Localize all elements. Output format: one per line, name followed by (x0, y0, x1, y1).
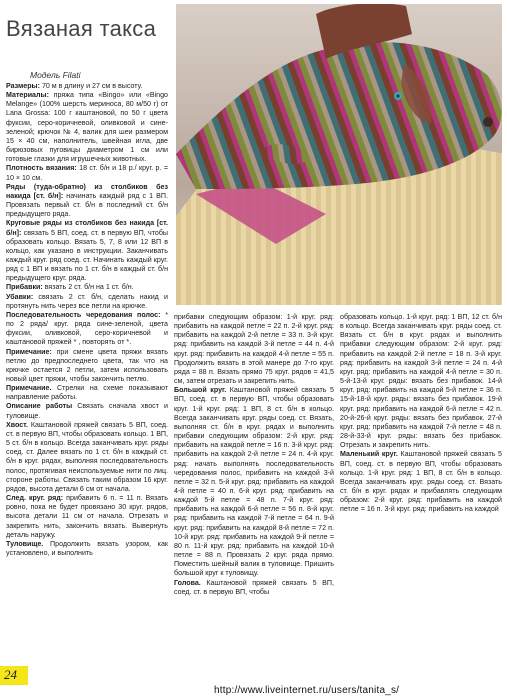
paragraph (174, 579, 334, 597)
paragraph-text: прибавки следующим образом: 1-й круг. ряд: прибавить на каждой петле = 22 п. 2-й круг. ряд: прибавить на каждой 2-й петле = 33 п. 3-й круг. ряд: прибавить на каждой 3-й петле = 44 п. 4-й круг. ряд: прибавить на каждой 4-й петле = 55 п. Продолжить вязать в этой манере до 7-го круг. ряда = 88 п. Вязать прямо 75 круг. рядов = 41,5 см, затем отрезать и закрепить нить. (174, 313, 334, 386)
paragraph-text: Продолжить вязать узором, как установлено, и выполнить (6, 539, 168, 557)
paragraph-text: Стрелки на схеме показывают направление работы. (6, 384, 168, 402)
paragraph-text: связать 2 ст. б/н, сделать накид и протянуть нить через все петли на крючке. (6, 292, 168, 310)
paragraph-heading: Последовательность чередования полос: (6, 310, 161, 319)
paragraph (6, 82, 168, 91)
paragraph-text: 70 м в длину и 27 см в высоту. (39, 82, 143, 90)
page-number: 24 (4, 667, 17, 682)
paragraph (6, 421, 168, 494)
paragraph (6, 293, 168, 311)
paragraph-heading: Примечание: (6, 347, 52, 356)
text-column-1 (6, 82, 168, 558)
model-credit: Модель Filati (30, 70, 81, 80)
page-number-badge (0, 666, 28, 685)
paragraph-text: связать 5 ВП, соед. ст. в первую ВП, чтобы образовать кольцо. Вязать 5, 7, 8 или 12 ВП в кольцо, как указано в инструкции. Заканчивать каждый круг. ряд соед. ст. Начинать каждый круг. ряд с 1 ВП и вязать по 1 ст. б/н в каждый ст. б/н предыдущего круг. ряда. (6, 228, 168, 283)
product-photo (176, 4, 502, 305)
paragraph (174, 313, 334, 386)
paragraph-heading: Маленький круг. (340, 450, 398, 459)
paragraph (6, 283, 168, 292)
paragraph-heading: Описание работы (6, 402, 73, 411)
paragraph-text: Связать сначала хвост и туловище. (6, 402, 168, 420)
paragraph-text: образовать кольцо. 1-й круг. ряд: 1 ВП, 12 ст. б/н в кольцо. Всегда заканчивать круг. ряды соед. ст. Вязать ст. б/н в круг. рядах и выполнить прибавки следующим образом: 2-й круг. ряд: прибавить на каждой 2-й петле = 18 п. 3-й круг. ряд: прибавить на каждой 3-й петле = 24 п. 4-й круг. ряд: прибавить на каждой 4-й петле = 30 п. 5-й-13-й круг. ряды: вязать без прибавок. 14-й круг. ряд: прибавить на каждой 5-й петле = 36 п. 15-й-18-й круг. ряды: вязать без прибавок. 19-й круг. ряд: прибавить на каждой 6-й петле = 42 п. 20-й-26-й круг. ряды: вязать без прибавок. 27-й круг. ряд: прибавить на каждой 7-й петле = 48 п. 28-й-33-й круг. ряды: вязать без прибавок. Отрезать и закрепить нить. (340, 313, 502, 450)
paragraph-text: Каштановой пряжей связать 5 ВП, соед. ст. в первую ВП, чтобы (174, 578, 334, 596)
source-url: http://www.liveinternet.ru/users/tanita_s/ (214, 685, 400, 696)
knitted-dachshund-image (176, 4, 502, 305)
paragraph-heading: След. круг. ряд: (6, 494, 64, 503)
paragraph-text: Каштановой пряжей связать 5 ВП, соед. ст. в первую ВП, чтобы образовать кольцо. 1-й круг. ряд: 1 ВП, 8 ст. б/н в кольцо. Всегда заканчивать круг. ряды соед. ст. Вязать ст. б/н в круг. рядах и прибавлять следующим образом: 2-й круг. ряд: прибавить на каждой петле = 16 п. 3-й круг. ряд: прибавить на каждой (340, 450, 503, 514)
paragraph-text: Каштановой пряжей связать 5 ВП, соед. ст. в первую ВП, чтобы образовать кольцо. 1 ВП, 5 ст. б/н в кольцо. Всегда заканчивать круг. ряды соед. ст. Далее вязать по 1 ст. б/н в каждый ст. б/н в круг. рядах, выполняя последовательность полос, протягивая неиспользуемые нити по лиц. стороне работы. Связать таким образом 16 круг. рядов, высота детали 6 см от начала. (6, 420, 168, 493)
paragraph-text: при смене цвета пряжи вязать петлю до предпоследнего цвета, так что на крючке остается 2 петли, затем использовать новый цвет пряжи, чтобы закончить петлю. (6, 347, 168, 383)
paragraph-heading: Туловище. (6, 539, 44, 548)
paragraph-heading: Материалы: (6, 91, 49, 100)
paragraph (174, 386, 334, 578)
paragraph-text: пряжа типа «Bingo» или «Bingo Melange» (100% шерсть мериноса, 80 м/50 г) от Lana Grossa: 100 г каштановой, по 50 г цвета фуксии, серо-коричневой, оливковой и сине-зеленой; крючок № 4, валик для шеи размером 15 × 40 см, наполнитель, швейная игла, две бирюзовых пуговицы диаметром 1 см или готовые глазки для игрушечных животных. (6, 91, 168, 164)
paragraph-heading: Голова. (174, 578, 201, 587)
paragraph-heading: Примечание. (6, 384, 52, 393)
paragraph-text: 18 ст. б/н и 18 р./ круг. р. = 10 × 10 см. (6, 164, 168, 182)
paragraph (6, 164, 168, 182)
paragraph (6, 348, 168, 385)
paragraph-heading: Круговые ряды из столбиков без накида [ст. б/н]: (6, 219, 168, 237)
text-column-2 (174, 313, 334, 597)
paragraph-text: начинать каждый ряд с 1 ВП. Провязать первый ст. б/н в последний ст. б/н предыдущего ряда. (6, 191, 168, 219)
paragraph (6, 402, 168, 420)
paragraph (6, 183, 168, 220)
paragraph (340, 450, 502, 514)
paragraph (6, 540, 168, 558)
paragraph-text: вязать 2 ст. б/н на 1 ст. б/н. (42, 283, 134, 292)
paragraph-heading: Хвост. (6, 420, 29, 429)
paragraph-heading: Ряды (туда-обратно) из столбиков без накида [ст. б/н]: (6, 182, 168, 200)
paragraph-heading: Размеры: (6, 82, 40, 90)
page-title: Вязаная такса (6, 16, 157, 41)
paragraph-heading: Большой круг. (174, 386, 227, 395)
paragraph (6, 311, 168, 348)
paragraph (6, 384, 168, 402)
paragraph-heading: Прибавки: (6, 283, 43, 292)
paragraph (6, 219, 168, 283)
paragraph-text: * по 2 ряда/ круг. ряда сине-зеленой, цвета фуксии, оливковой, серо-коричневой и каштановой пряжей * , повторять от *. (6, 310, 168, 347)
paragraph (6, 91, 168, 164)
paragraph-heading: Убавки: (6, 292, 34, 301)
paragraph-text: Каштановой пряжей связать 5 ВП, соед. ст. в первую ВП, чтобы образовать круг. 1-й круг. ряд: 1 ВП, 8 ст. б/н в кольцо. Всегда заканчивать круг. ряды соед. ст. Вязать, выполняя ст. б/н в круг. рядах и выполнить прибавки следующим образом: 2-й круг. ряд: прибавить на каждой петле = 16 п. 3-й круг. ряд: прибавить на каждой 2-й петле = 24 п. 4-й круг. ряд: начать выполнять последовательность чередования полос, прибавить на каждой 3-й петле = 32 п. 5-й круг. ряд: прибавить на каждой 4-й петле = 40 п. 6-й круг. ряд: прибавить на каждой 5-й петле = 48 п. 7-й круг. ряд: прибавить на каждой 6-й петле = 56 п. 8-й круг. ряд: прибавить на каждой 7-й петле = 64 п. 9-й круг. ряд: прибавить на каждой 8-й петле = 72 п. 10-й круг. ряд: прибавить на каждой 9-й петле = 80 п. 11-й круг. ряд: прибавить на каждой 10-й петле = 88 п. Провязать 2 круг. ряда прямо. Поместить шейный валик в туловище. Пришить большой круг к туловищу. (174, 386, 334, 578)
paragraph (340, 313, 502, 450)
paragraph-text: прибавить 6 п. = 11 п. Вязать ровно, пока не будет провязано 30 круг. рядов, высота детали 11 см от начала. Отрезать и закрепить нить, закончить вязать. Вывернуть деталь наружу. (6, 494, 168, 539)
text-column-3 (340, 313, 502, 514)
paragraph-heading: Плотность вязания: (6, 164, 77, 173)
paragraph (6, 494, 168, 540)
